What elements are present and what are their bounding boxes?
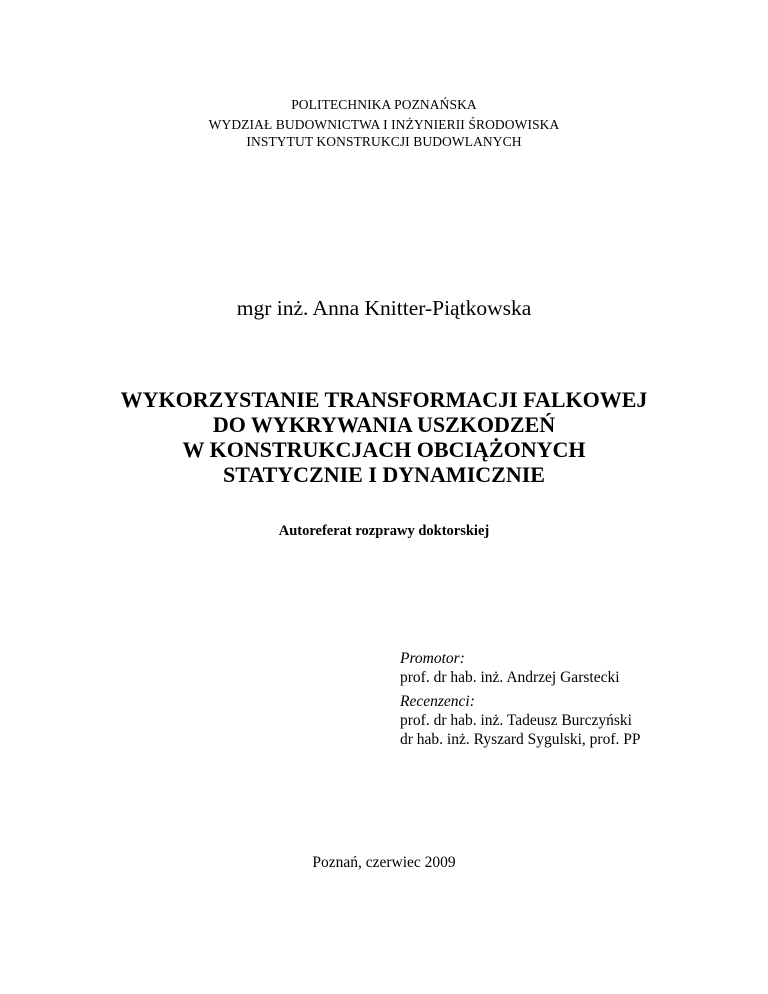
- author-name: mgr inż. Anna Knitter-Piątkowska: [236, 296, 532, 320]
- thesis-title-line-2: DO WYKRYWANIA USZKODZEŃ: [212, 412, 556, 437]
- place-and-date: Poznań, czerwiec 2009: [312, 854, 456, 871]
- reviewer-name-2: dr hab. inż. Ryszard Sygulski, prof. PP: [400, 731, 641, 748]
- university-name: POLITECHNIKA POZNAŃSKA: [291, 97, 477, 112]
- thesis-title-line-3: W KONSTRUKCJACH OBCIĄŻONYCH: [182, 437, 586, 462]
- reviewer-name-1: prof. dr hab. inż. Tadeusz Burczyński: [400, 712, 632, 729]
- thesis-title-line-4: STATYCZNIE I DYNAMICZNIE: [223, 462, 545, 487]
- promotor-label: Promotor:: [400, 650, 465, 667]
- supervisors-block: [400, 649, 640, 749]
- promotor-name: prof. dr hab. inż. Andrzej Garstecki: [400, 669, 620, 686]
- thesis-title: [0, 387, 768, 487]
- thesis-title-line-1: WYKORZYSTANIE TRANSFORMACJI FALKOWEJ: [120, 387, 648, 412]
- reviewers-label: Recenzenci:: [400, 693, 475, 710]
- faculty-name: WYDZIAŁ BUDOWNICTWA I INŻYNIERII ŚRODOWISKA: [208, 117, 560, 132]
- document-type: Autoreferat rozprawy doktorskiej: [278, 523, 490, 539]
- institute-name: INSTYTUT KONSTRUKCJI BUDOWLANYCH: [246, 134, 522, 149]
